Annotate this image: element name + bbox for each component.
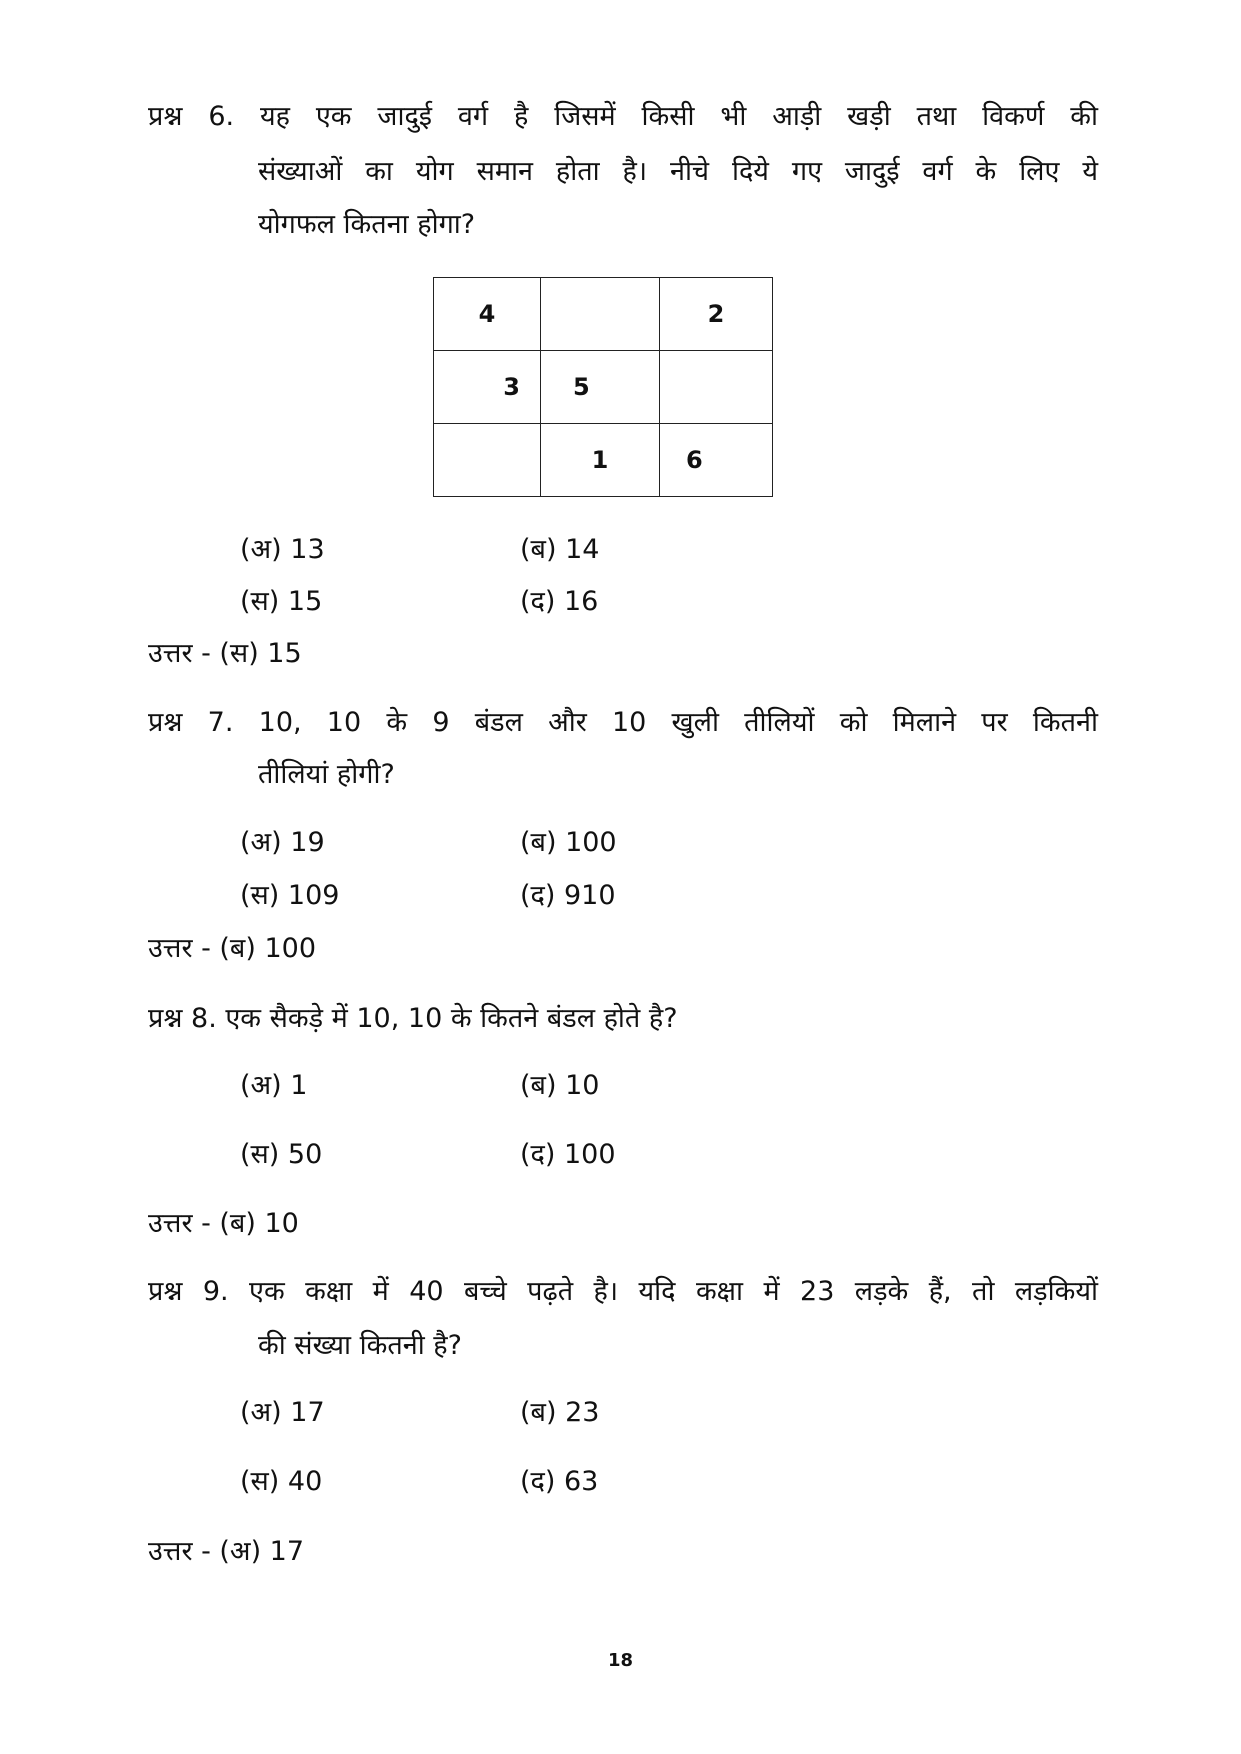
option-a	[240, 1066, 307, 1106]
option-value: 14	[565, 534, 600, 565]
option-label: (स)	[240, 1139, 280, 1170]
option-c	[240, 1462, 322, 1502]
option-value: 17	[290, 1397, 325, 1428]
option-d	[520, 876, 616, 916]
option-value: 23	[565, 1397, 600, 1428]
option-label: (द)	[520, 880, 556, 911]
question-9-line-1: प्रश्न 9. एक कक्षा में 40 बच्चे पढ़ते है। यदि कक्षा में 23 लड़के हैं, तो लड़कियों	[148, 1276, 1098, 1307]
option-label: (द)	[520, 1466, 556, 1497]
option-b	[520, 1066, 599, 1106]
question-7-line-1: प्रश्न 7. 10, 10 के 9 बंडल और 10 खुली तीलियों को मिलाने पर कितनी	[148, 707, 1098, 738]
page-number: 18	[607, 1650, 634, 1671]
option-label: (द)	[520, 586, 556, 617]
option-label: (ब)	[520, 827, 557, 858]
option-label: (ब)	[520, 1070, 557, 1101]
option-value: 50	[287, 1139, 323, 1170]
option-label: (ब)	[520, 534, 557, 565]
option-value: 15	[287, 586, 323, 617]
answer-9: उत्तर - (अ) 17	[148, 1536, 305, 1567]
question-8-line-1: प्रश्न 8. एक सैकड़े में 10, 10 के कितने बंडल होते है?	[148, 1003, 678, 1034]
grid-cell: 1	[541, 424, 660, 497]
question-6-line-2: संख्याओं का योग समान होता है। नीचे दिये गए जादुई वर्ग के लिए ये	[258, 156, 1098, 187]
option-value: 19	[290, 827, 325, 858]
option-value: 1	[290, 1070, 308, 1101]
option-value: 100	[564, 1139, 616, 1170]
option-d	[520, 1462, 598, 1502]
option-value: 13	[290, 534, 325, 565]
grid-cell	[434, 424, 541, 497]
option-a	[240, 530, 325, 570]
grid-cell: 5	[541, 351, 660, 424]
option-label: (अ)	[240, 1070, 282, 1101]
question-6-line-3: योगफल कितना होगा?	[258, 209, 476, 240]
grid-cell: 3	[434, 351, 541, 424]
option-value: 100	[565, 827, 617, 858]
option-c	[240, 1135, 322, 1175]
option-d	[520, 582, 598, 622]
answer-6: उत्तर - (स) 15	[148, 638, 302, 669]
question-6-line-1: प्रश्न 6. यह एक जादुई वर्ग है जिसमें किसी भी आड़ी खड़ी तथा विकर्ण की	[148, 101, 1098, 132]
option-a	[240, 823, 325, 863]
option-value: 910	[564, 880, 616, 911]
answer-8: उत्तर - (ब) 10	[148, 1208, 299, 1239]
option-value: 40	[287, 1466, 323, 1497]
option-label: (अ)	[240, 827, 282, 858]
option-value: 63	[564, 1466, 599, 1497]
option-label: (ब)	[520, 1397, 557, 1428]
option-label: (अ)	[240, 534, 282, 565]
option-value: 16	[564, 586, 599, 617]
option-b	[520, 1393, 599, 1433]
grid-cell	[541, 278, 660, 351]
option-label: (स)	[240, 586, 280, 617]
grid-cell: 6	[660, 424, 773, 497]
magic-square-grid	[433, 277, 773, 497]
question-7-line-2: तीलियां होगी?	[258, 759, 395, 790]
option-label: (अ)	[240, 1397, 282, 1428]
option-d	[520, 1135, 616, 1175]
option-b	[520, 823, 617, 863]
grid-cell: 4	[434, 278, 541, 351]
answer-7: उत्तर - (ब) 100	[148, 933, 317, 964]
grid-cell	[660, 351, 773, 424]
option-value: 109	[287, 880, 340, 911]
option-label: (स)	[240, 880, 280, 911]
option-value: 10	[565, 1070, 600, 1101]
option-c	[240, 582, 322, 622]
option-c	[240, 876, 339, 916]
grid-cell: 2	[660, 278, 773, 351]
option-label: (द)	[520, 1139, 556, 1170]
option-a	[240, 1393, 325, 1433]
option-b	[520, 530, 599, 570]
question-9-line-2: की संख्या कितनी है?	[258, 1330, 462, 1361]
option-label: (स)	[240, 1466, 280, 1497]
